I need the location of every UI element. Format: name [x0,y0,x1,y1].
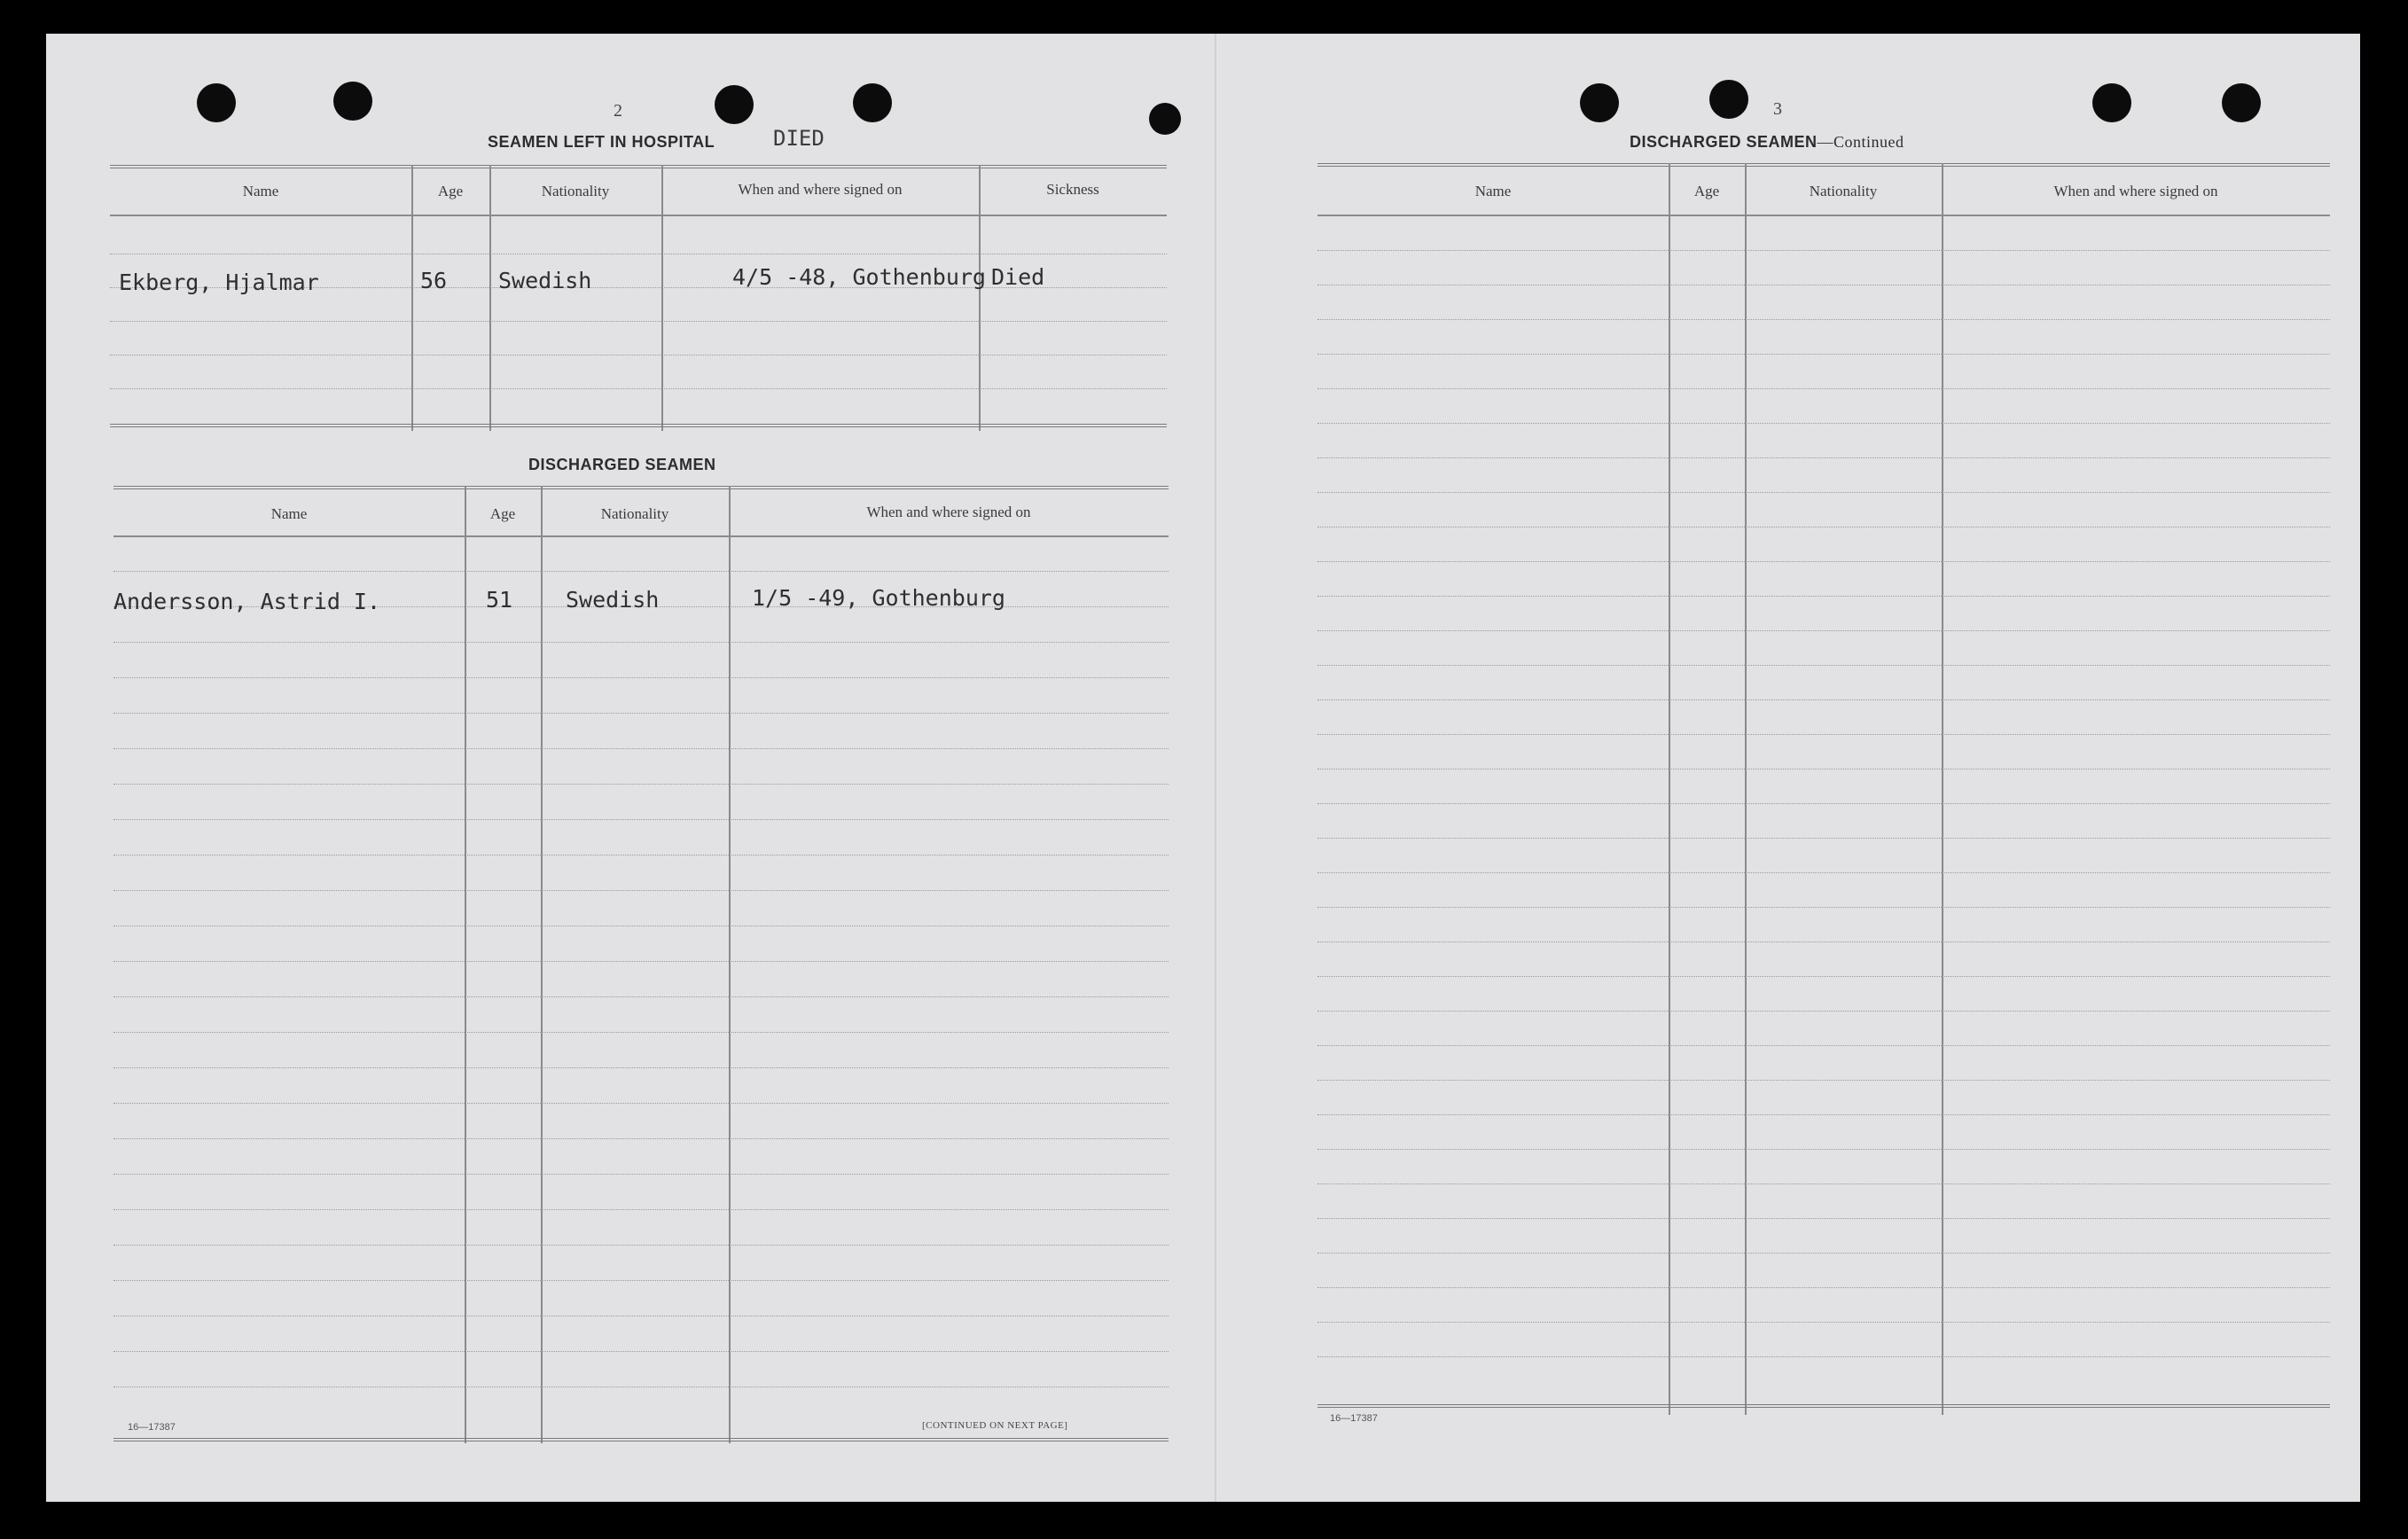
discharged-nationality-cell: Swedish [566,587,660,613]
discharged-section-title: DISCHARGED SEAMEN [528,456,716,473]
right-page [1216,34,2360,1502]
discharged-continued-table [1317,163,2330,1415]
ledger-sheet [46,34,2360,1502]
hospital-age-cell: 56 [420,268,448,293]
discharged-continued-title: DISCHARGED SEAMEN—Continued [1630,133,1904,151]
discharged-signed-on-cell: 1/5 -49, Gothenburg [752,585,1005,611]
discharged-age-cell: 51 [486,587,513,613]
discharged-table [113,486,1169,1443]
column-header: Name [270,505,308,522]
hospital-section-title: SEAMEN LEFT IN HOSPITAL [488,133,715,151]
column-header: Name [242,183,279,199]
column-header: Name [1474,183,1512,199]
hospital-signed-on-cell: 4/5 -48, Gothenburg [732,264,986,290]
column-header: When and where signed on [866,504,1031,520]
page-number: 2 [614,101,622,121]
column-header: Age [1693,183,1720,199]
left-page [46,34,1216,1502]
column-header: Nationality [1809,183,1878,199]
column-header: Nationality [541,183,610,199]
column-header: Age [489,505,516,522]
column-header: Sickness [1046,181,1099,198]
column-header: Age [437,183,464,199]
hospital-name-cell: Ekberg, Hjalmar [119,270,319,295]
page-number: 3 [1773,99,1782,119]
column-header: When and where signed on [2053,183,2218,199]
continued-note: [CONTINUED ON NEXT PAGE] [922,1420,1068,1431]
hospital-table [110,165,1167,431]
column-header: When and where signed on [738,181,903,198]
form-number: 16—17387 [1330,1413,1378,1424]
died-annotation: DIED [773,126,825,151]
form-number: 16—17387 [128,1422,176,1433]
hospital-nationality-cell: Swedish [498,268,592,293]
column-header: Nationality [600,505,669,522]
hospital-sickness-cell: Died [991,264,1045,290]
discharged-name-cell: Andersson, Astrid I. [113,589,381,614]
